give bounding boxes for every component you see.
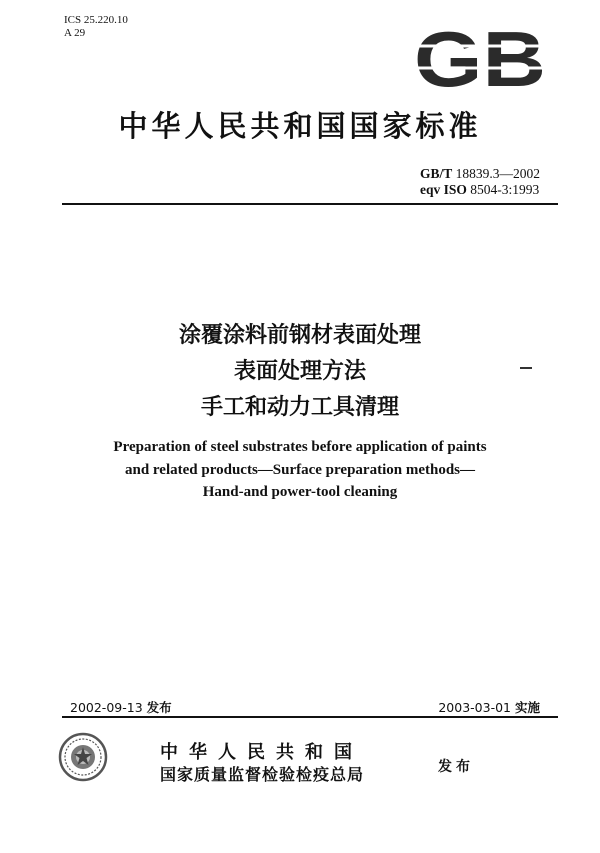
eqv-prefix: eqv ISO [419, 182, 467, 197]
chinese-title-line-1: 涂覆涂料前钢材表面处理 [178, 323, 421, 348]
english-title-line-2: and related products—Surface preparation methods— [124, 461, 475, 478]
implementation-date-block [438, 698, 540, 716]
issue-date-suffix: 发布 [146, 700, 172, 715]
top-divider [62, 203, 558, 205]
ccs-code: A 29 [64, 27, 86, 39]
gb-number: 18839.3—2002 [455, 166, 540, 181]
issuer-publish-word: 发布 [438, 759, 474, 775]
issue-date-block [70, 698, 172, 716]
stray-dash-mark [520, 367, 532, 369]
english-title-line-3: Hand-and power-tool cleaning [202, 484, 398, 500]
eqv-code-line [420, 182, 540, 198]
bottom-divider [62, 716, 558, 718]
chinese-title [0, 318, 600, 426]
english-title [0, 436, 600, 504]
chinese-title-line-3: 手工和动力工具清理 [200, 395, 399, 420]
issue-date: 2002-09-13 [70, 700, 143, 715]
ics-code: ICS 25.220.10 [64, 14, 128, 26]
english-title-line-1: Preparation of steel substrates before application of paints [113, 439, 487, 455]
gb-logo-text: GB [414, 22, 546, 94]
standard-type-heading: 中华人民共和国国家标准 [118, 109, 482, 143]
issuer-line-1: 中华人民共和国 [160, 742, 363, 763]
issuing-authority [160, 742, 364, 786]
gb-code-line [420, 166, 540, 182]
official-seal-icon [58, 732, 108, 782]
gb-prefix: GB/T [419, 166, 453, 181]
chinese-title-line-2: 表面处理方法 [233, 359, 366, 384]
standard-code-block [420, 166, 540, 198]
issuer-line-2: 国家质量监督检验检疫总局 [160, 765, 365, 784]
gb-logo [410, 22, 550, 94]
implementation-date: 2003-03-01 [438, 700, 511, 715]
classification-codes [64, 14, 128, 40]
eqv-number: 8504-3:1993 [470, 182, 540, 197]
implementation-date-suffix: 实施 [514, 700, 540, 715]
